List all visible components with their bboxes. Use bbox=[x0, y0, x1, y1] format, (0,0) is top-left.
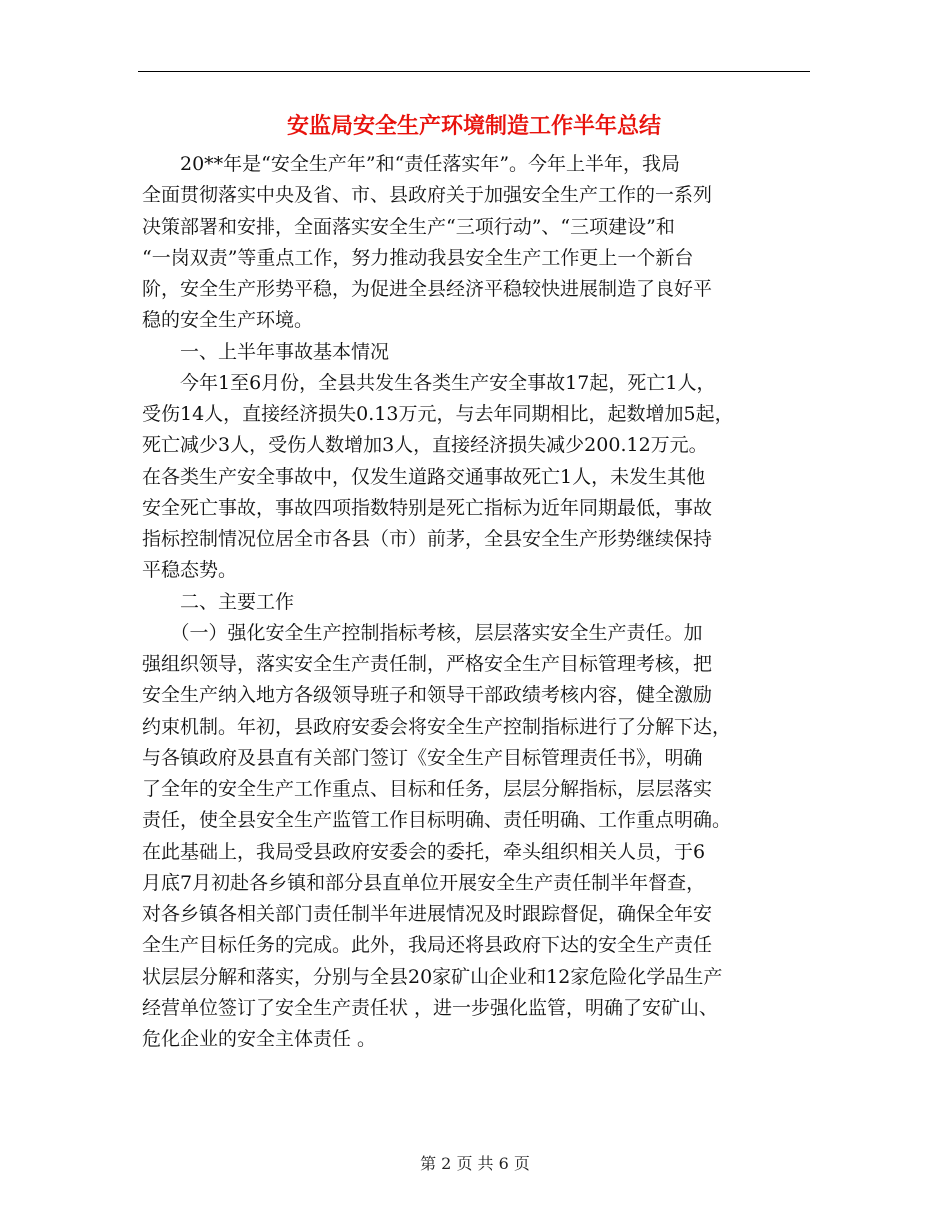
body-line: 经营单位签订了安全生产责任状 ，进一步强化监管，明确了安矿山、 bbox=[142, 996, 719, 1019]
section-heading: 二、主要工作 bbox=[142, 590, 295, 613]
body-line: 安全死亡事故，事故四项指数特别是死亡指标为近年同期最低，事故 bbox=[142, 496, 713, 519]
body-line: 与各镇政府及县直有关部门签订《安全生产目标管理责任书》，明确 bbox=[142, 746, 703, 769]
body-line: 在此基础上，我局受县政府安委会的委托，牵头组织相关人员，于6 bbox=[142, 840, 706, 863]
body-line: 阶，安全生产形势平稳，为促进全县经济平稳较快进展制造了良好平 bbox=[142, 278, 713, 300]
header-rule bbox=[138, 71, 810, 72]
body-line: 死亡减少3人，受伤人数增加3人，直接经济损失减少200.12万元。 bbox=[142, 434, 708, 457]
body-line: 强组织领导，落实安全生产责任制，严格安全生产目标管理考核，把 bbox=[142, 653, 713, 675]
page-number-footer: 第 2 页 共 6 页 bbox=[420, 1154, 530, 1173]
document-title: 安监局安全生产环境制造工作半年总结 bbox=[286, 113, 661, 139]
body-line: 指标控制情况位居全市各县（市）前茅，全县安全生产形势继续保持 bbox=[142, 528, 713, 550]
body-line: 约束机制。年初，县政府安委会将安全生产控制指标进行了分解下达， bbox=[142, 715, 732, 738]
body-line: “一岗双责”等重点工作，努力推动我县安全生产工作更上一个新台 bbox=[142, 246, 694, 269]
body-line: 稳的安全生产环境。 bbox=[142, 309, 314, 332]
body-line: 平稳态势。 bbox=[142, 559, 238, 582]
body-line: 月底7月初赴各乡镇和部分县直单位开展安全生产责任制半年督查， bbox=[142, 871, 706, 894]
body-line: 20**年是“安全生产年”和“责任落实年”。今年上半年，我局 bbox=[142, 153, 681, 175]
body-line: 了全年的安全生产工作重点、目标和任务，层层分解指标，层层落实 bbox=[142, 778, 713, 800]
document-body bbox=[142, 149, 814, 1055]
body-line: 危化企业的安全主体责任 。 bbox=[142, 1028, 377, 1050]
body-line: 在各类生产安全事故中，仅发生道路交通事故死亡1人，未发生其他 bbox=[142, 465, 706, 488]
body-line: 决策部署和安排，全面落实安全生产“三项行动”、“三项建设”和 bbox=[142, 215, 675, 238]
body-line: 今年1至6月份，全县共发生各类生产安全事故17起，死亡1人， bbox=[142, 371, 716, 394]
body-line: 全生产目标任务的完成。此外，我局还将县政府下达的安全生产责任 bbox=[142, 934, 713, 957]
body-line: 安全生产纳入地方各级领导班子和领导干部政绩考核内容，健全激励 bbox=[142, 684, 713, 707]
body-line: 对各乡镇各相关部门责任制半年进展情况及时跟踪督促，确保全年安 bbox=[142, 903, 713, 925]
body-line: 全面贯彻落实中央及省、市、县政府关于加强安全生产工作的一系列 bbox=[142, 184, 713, 207]
body-line: 状层层分解和落实，分别与全县20家矿山企业和12家危险化学品生产 bbox=[142, 965, 723, 988]
body-line: 责任，使全县安全生产监管工作目标明确、责任明确、工作重点明确。 bbox=[142, 809, 732, 832]
body-line: 受伤14人，直接经济损失0.13万元，与去年同期相比，起数增加5起， bbox=[142, 403, 734, 425]
section-heading: 一、上半年事故基本情况 bbox=[142, 340, 390, 363]
body-line: （一）强化安全生产控制指标考核，层层落实安全生产责任。加 bbox=[142, 621, 703, 644]
